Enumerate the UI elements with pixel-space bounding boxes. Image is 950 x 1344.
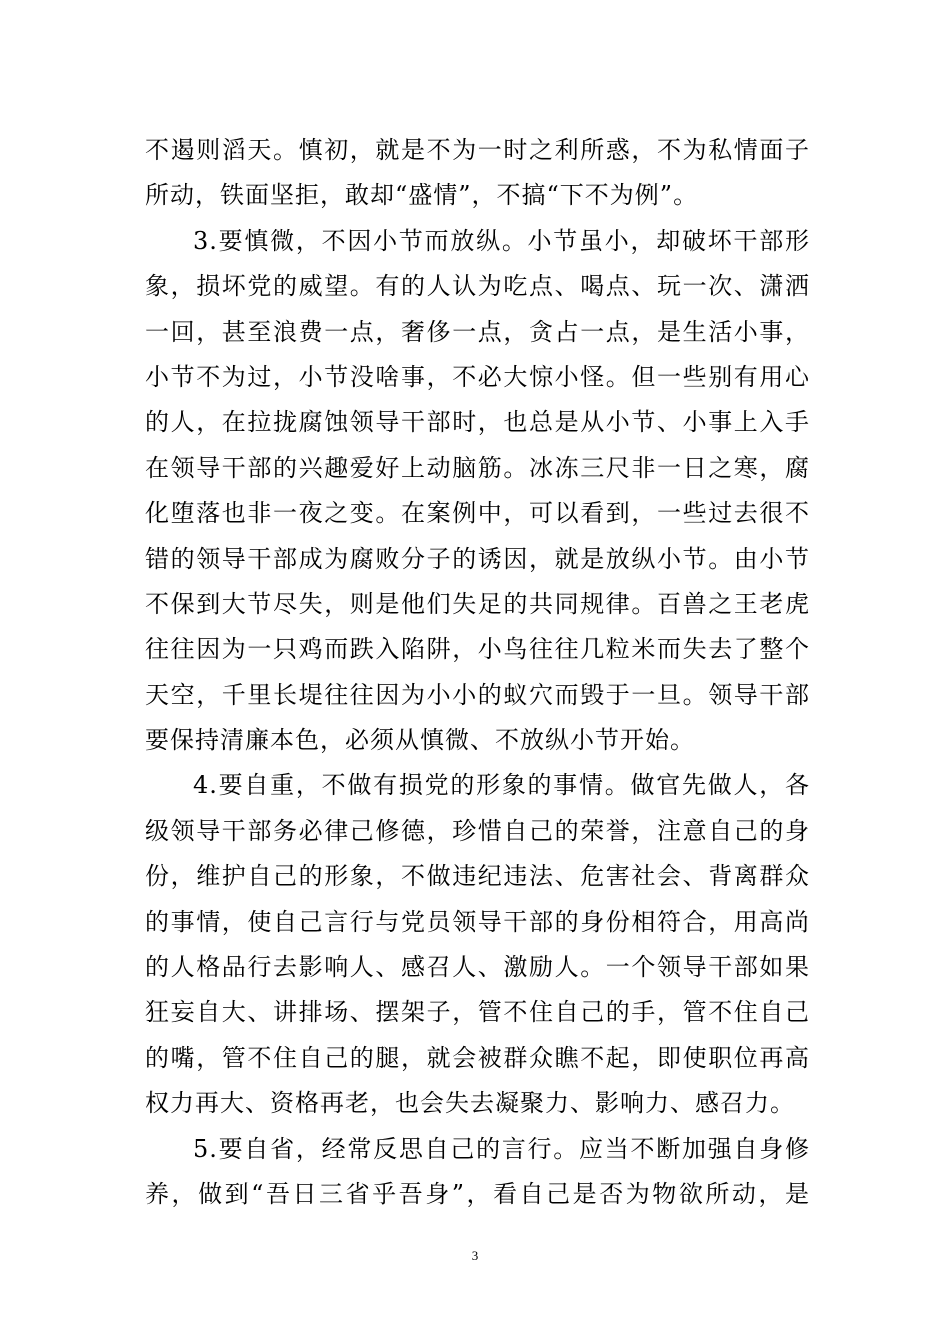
text-line: 级领导干部务必律己修德，珍惜自己的荣誉，注意自己的身 <box>145 816 810 845</box>
text-line: 错的领导干部成为腐败分子的诱因，就是放纵小节。由小节 <box>145 544 810 573</box>
text-line: 不遏则滔天。慎初，就是不为一时之利所惑，不为私情面子 <box>145 136 810 164</box>
text-line: 象，损坏党的威望。有的人认为吃点、喝点、玩一次、潇洒 <box>145 272 810 301</box>
text-line: 化堕落也非一夜之变。在案例中，可以看到，一些过去很不 <box>145 499 810 528</box>
text-line: 的人格品行去影响人、感召人、激励人。一个领导干部如果 <box>145 953 810 982</box>
text-line: 狂妄自大、讲排场、摆架子，管不住自己的手，管不住自己 <box>145 998 810 1027</box>
paragraph-heading-line: 3.要慎微，不因小节而放纵。小节虽小，却破坏干部形 <box>193 226 810 255</box>
paragraph-heading-line: 4.要自重，不做有损党的形象的事情。做官先做人，各 <box>193 771 810 800</box>
text-line: 养，做到“吾日三省乎吾身”，看自己是否为物欲所动，是 <box>145 1179 810 1208</box>
text-line: 小节不为过，小节没啥事，不必大惊小怪。但一些别有用心 <box>145 362 810 391</box>
text-line: 不保到大节尽失，则是他们失足的共同规律。百兽之王老虎 <box>145 589 810 618</box>
text-line: 天空，千里长堤往往因为小小的蚁穴而毁于一旦。领导干部 <box>145 680 810 709</box>
text-line: 的事情，使自己言行与党员领导干部的身份相符合，用高尚 <box>145 907 810 936</box>
text-line: 份，维护自己的形象，不做违纪违法、危害社会、背离群众 <box>145 862 810 891</box>
text-line: 权力再大、资格再老，也会失去凝聚力、影响力、感召力。 <box>145 1089 795 1118</box>
paragraph-heading-line: 5.要自省，经常反思自己的言行。应当不断加强自身修 <box>193 1134 810 1163</box>
text-line: 的嘴，管不住自己的腿，就会被群众瞧不起，即使职位再高 <box>145 1043 810 1072</box>
page-number: 3 <box>471 1248 479 1263</box>
text-line: 要保持清廉本色，必须从慎微、不放纵小节开始。 <box>145 726 695 755</box>
text-line: 所动，铁面坚拒，敢却“盛情”，不搞“下不为例”。 <box>145 181 699 210</box>
text-line: 的人，在拉拢腐蚀领导干部时，也总是从小节、小事上入手 <box>145 408 810 437</box>
text-line: 往往因为一只鸡而跌入陷阱，小鸟往往几粒米而失去了整个 <box>145 635 810 664</box>
body-text <box>145 128 810 1217</box>
text-line: 在领导干部的兴趣爱好上动脑筋。冰冻三尺非一日之寒，腐 <box>145 453 810 482</box>
text-line: 一回，甚至浪费一点，奢侈一点，贪占一点，是生活小事， <box>145 317 810 346</box>
